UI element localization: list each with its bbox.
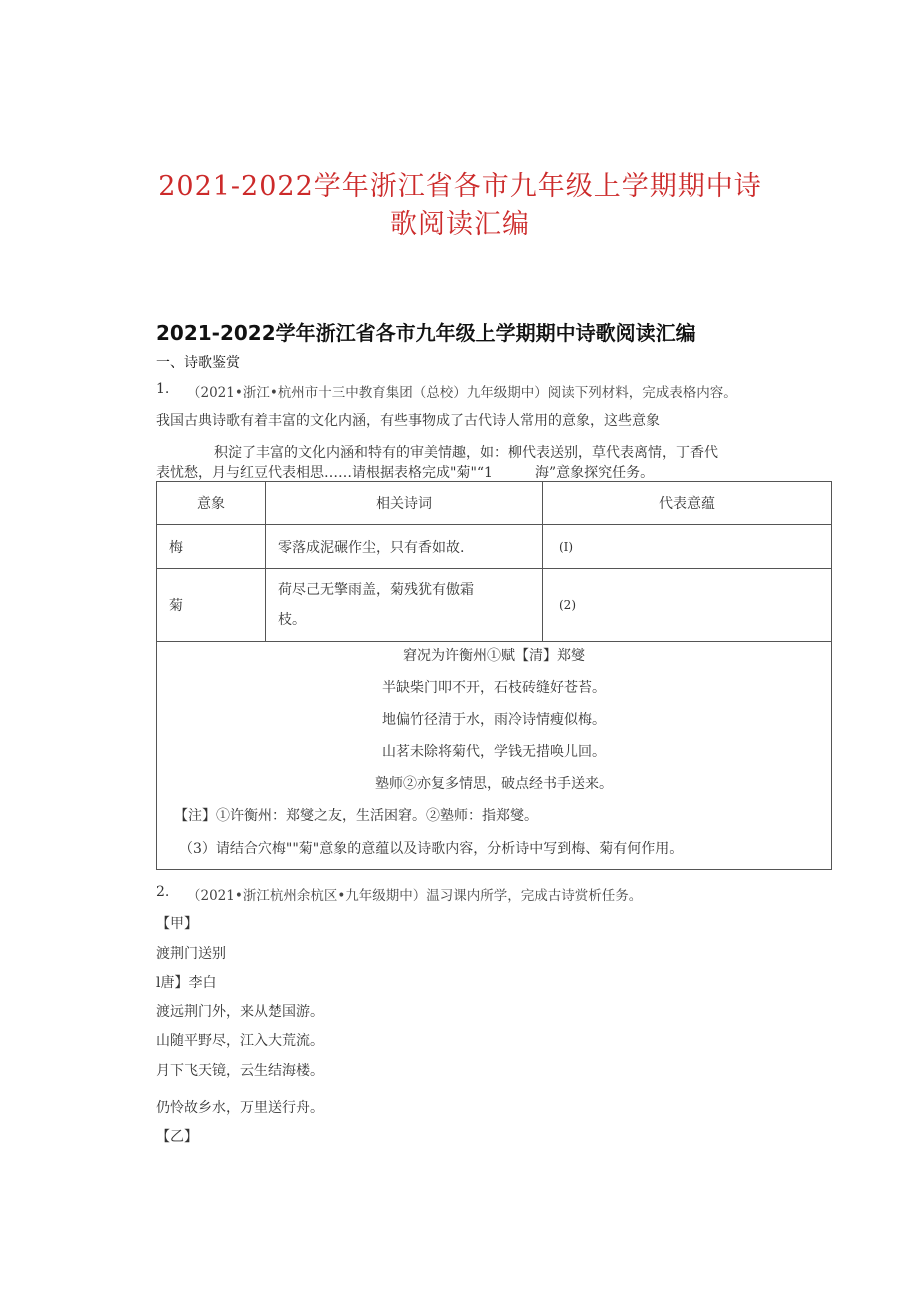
q2-label-b: 【乙】 [156, 1129, 198, 1145]
q2-poem-line: 月下飞天镜，云生结海楼。 [156, 1063, 324, 1079]
header-image: 意象 [157, 482, 266, 525]
poem-line: 半缺柴门叩不开，石枝砖缝好苍苔。 [382, 680, 606, 696]
q2-poem-line: 渡远荆门外，来从楚国游。 [156, 1004, 324, 1020]
header-meaning: 代表意蕴 [543, 482, 832, 525]
poem-line: 地偏竹径清于水，雨冷诗情瘦似梅。 [382, 712, 606, 728]
poem-line: 塾师②亦复多情思，破点经书手送来。 [375, 776, 613, 792]
q2-poem-line: 仍怜故乡水，万里送行舟。 [156, 1100, 324, 1116]
cell-poem-chrysanthemum [266, 569, 543, 642]
poem-note: 【注】①许衡州：郑燮之友，生活困窘。②塾师：指郑燮。 [174, 808, 538, 824]
poem-line: 山茗未除将菊代，学钱无措唤儿回。 [382, 744, 606, 760]
q2-poem-line: 山随平野尽，江入大荒流。 [156, 1033, 324, 1049]
cell-meaning-blank-2: (2) [543, 569, 832, 642]
poem-cell [157, 642, 832, 870]
q2-source: （2021•浙江杭州余杭区•九年级期中）温习课内所学，完成古诗赏析任务。 [187, 888, 643, 904]
q1-intro-line1: 我国古典诗歌有着丰富的文化内涵，有些事物成了古代诗人常用的意象，这些意象 [156, 413, 660, 429]
poem-line: 荷尽己无擎雨盖，菊残犹有傲霜 [278, 582, 474, 598]
q2-poem-author: l唐】李白 [156, 975, 217, 991]
q1-sub-question-3: （3）请结合穴梅""菊"意象的意蕴以及诗歌内容，分析诗中写到梅、菊有何作用。 [179, 841, 684, 857]
table-row [157, 569, 832, 642]
cell-meaning-blank-1: (I) [543, 525, 832, 569]
q2-number: 2. [156, 884, 170, 900]
header-poem: 相关诗词 [266, 482, 543, 525]
table-row [157, 525, 832, 569]
table-poem-row [157, 642, 832, 870]
section-heading: 一、诗歌鉴赏 [156, 355, 240, 371]
page-heading: 2021-2022学年浙江省各市九年级上学期期中诗歌阅读汇编 [156, 321, 696, 345]
q2-label-a: 【甲】 [156, 916, 198, 932]
q1-source: （2021•浙江•杭州市十三中教育集团（总校）九年级期中）阅读下列材料，完成表格内容。 [187, 385, 737, 401]
doc-title-line1: 2021-2022学年浙江省各市九年级上学期期中诗 [158, 171, 762, 202]
q1-intro-line3: 表忧愁，月与红豆代表相思……请根据表格完成"菊"“1 海”意象探究任务。 [156, 465, 655, 481]
table-header-row [157, 482, 832, 525]
imagery-table [156, 481, 832, 870]
q2-poem-title: 渡荆门送别 [156, 946, 226, 962]
cell-image-chrysanthemum: 菊 [157, 569, 266, 642]
q1-number: 1. [156, 381, 170, 397]
q1-intro-line2: 积淀了丰富的文化内涵和特有的审美情趣，如：柳代表送别，草代表离情，丁香代 [214, 445, 718, 461]
poem-title: 窘况为许衡州①赋【清】郑燮 [403, 648, 585, 664]
poem-line: 枝。 [278, 612, 306, 628]
doc-title-line2: 歌阅读汇编 [390, 209, 530, 240]
cell-poem-plum: 零落成泥碾作尘，只有香如故. [266, 525, 543, 569]
cell-image-plum: 梅 [157, 525, 266, 569]
